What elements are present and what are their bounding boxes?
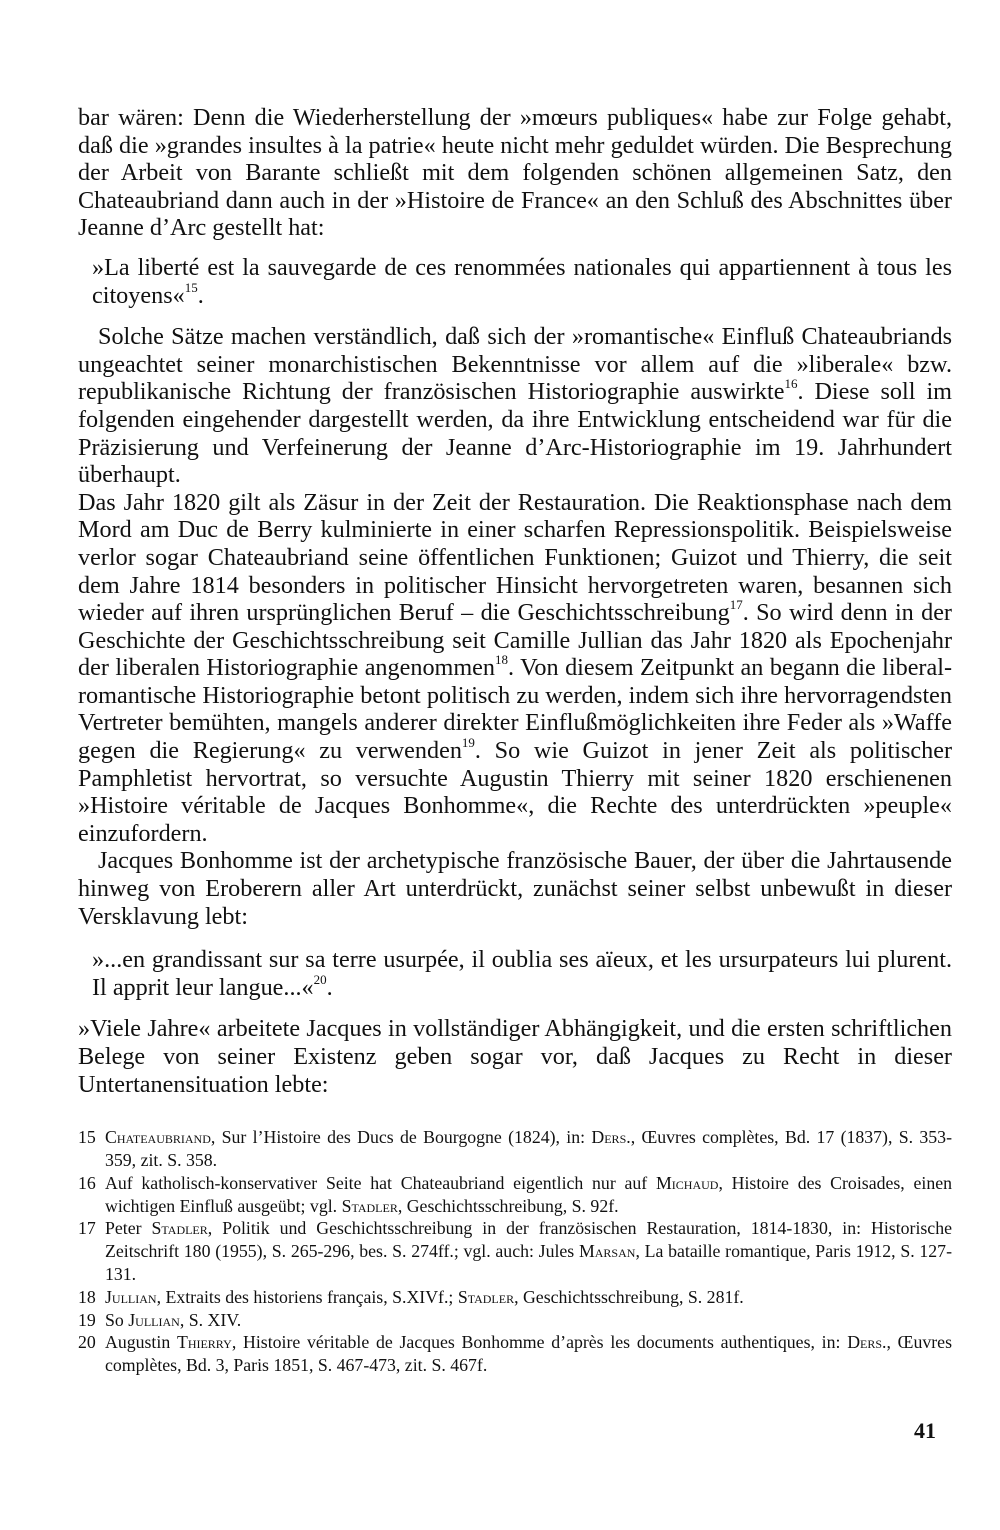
author-name: Michaud	[655, 1172, 719, 1193]
paragraph-3	[78, 489, 952, 848]
ders-abbrev: Ders.	[847, 1332, 887, 1353]
author-name: Chateaubriand	[105, 1127, 211, 1148]
footnote-ref-16: 16	[784, 376, 798, 392]
footnote-number: 20	[78, 1332, 96, 1353]
author-name: Stadler	[151, 1218, 208, 1239]
footnote-ref-19: 19	[461, 735, 475, 750]
author-name: Stadler	[457, 1286, 515, 1307]
paragraph-3-text-a: Das Jahr 1820 gilt als Zäsur in der Zeit der Restauration. Die Reaktionsphase nach dem Mord am Duc de Berry kulminierte in einer scharfen Repressionspolitik. Beispielsweise verlor sogar Chateaubriand seine öffentlichen Funktionen; Guizot und Thierry, die seit dem Jahre 1814 besonders in politischer Hinsicht hervorgetreten waren, besannen sich wieder auf ihren ursprünglichen Beruf – die Geschichtsschreibung	[78, 488, 952, 627]
page-number: 41	[914, 1418, 936, 1443]
paragraph-1	[78, 104, 952, 242]
footnote-segment: , Histoire véritable de Jacques Bonhomme d’après les documents authentiques, in:	[231, 1332, 848, 1353]
footnote-ref-17: 17	[729, 597, 743, 613]
footnote-20	[78, 1331, 952, 1377]
footnote-segment: , Extraits des historiens français, S.XIVf.;	[156, 1286, 458, 1307]
ders-abbrev: Ders.	[591, 1127, 631, 1148]
footnote-text	[105, 1172, 952, 1218]
footnote-18	[78, 1286, 952, 1309]
author-name: Jullian	[128, 1309, 180, 1330]
footnote-segment: , Geschichtsschreibung, S. 92f.	[397, 1195, 619, 1216]
block-quote-2	[92, 946, 952, 1001]
footnote-number: 15	[78, 1127, 96, 1148]
footnote-number: 16	[78, 1172, 96, 1193]
quote-1-text: »La liberté est la sauvegarde de ces renommées nationales qui appartiennent à tous les citoyens«	[92, 253, 952, 309]
footnote-17	[78, 1217, 952, 1285]
author-name: Stadler	[341, 1195, 398, 1216]
quote-2-text: »...en grandissant sur sa terre usurpée, il oublia ses aïeux, et les ursurpateurs lui plurent. Il apprit leur langue...«	[92, 946, 952, 1001]
paragraph-2-text-b: . Diese soll im folgenden eingehender dargestellt werden, da ihre Entwicklung entscheidend war für die Präzisierung und Verfeinerung der Jeanne d’Arc-Historiographie im 19. Jahrhundert überhaupt.	[78, 378, 952, 489]
paragraph-3-text-c: . Von diesem Zeitpunkt an begann die liberal-romantische Historiographie betont politisch zu werden, indem sich ihre hervorragendsten Vertreter bemühten, mangels anderer direkter Einflußmöglichkeiten ihre Feder als »Waffe gegen die Regierung« zu verwenden	[78, 654, 952, 765]
paragraph-4	[78, 847, 952, 930]
author-name: Thierry	[176, 1332, 232, 1353]
paragraph-4-text: Jacques Bonhomme ist der archetypische französische Bauer, der über die Jahrtausende hinweg von Eroberern aller Art unterdrückt, zunächst seiner selbst unbewußt in dieser Versklavung lebt:	[78, 847, 952, 930]
footnote-text	[105, 1286, 952, 1309]
author-name: Marsan	[578, 1241, 636, 1262]
footnote-segment: , Sur l’Histoire des Ducs de Bourgogne (1824), in:	[210, 1127, 592, 1148]
footnote-segment: , S. XIV.	[179, 1309, 242, 1330]
footnote-segment: , Œuvres complètes, Bd. 17 (1837), S. 353-359, zit. S. 358.	[105, 1127, 952, 1170]
author-name: Jullian	[105, 1286, 157, 1307]
footnote-segment: Augustin	[105, 1332, 177, 1353]
footnote-segment: , Œuvres complètes, Bd. 3, Paris 1851, S. 467-473, zit. S. 467f.	[105, 1332, 952, 1376]
paragraph-3-text-d: . So wie Guizot in jener Zeit als politischer Pamphletist hervortrat, so versuchte Augustin Thierry mit seiner 1820 erschienenen »Histoire véritable de Jacques Bonhomme«, die Rechte des unterdrückten »peuple« einzufordern.	[78, 737, 952, 847]
block-quote-1	[92, 254, 952, 309]
footnote-segment: , Politik und Geschichtsschreibung in der französischen Restauration, 1814-1830, in: Historische Zeitschrift 180 (1955), S. 265-296, bes. S. 274ff.; vgl. auch: Jules	[105, 1218, 952, 1262]
footnote-ref-18: 18	[495, 652, 508, 668]
quote-1-end: .	[197, 281, 204, 309]
footnote-text	[105, 1126, 952, 1172]
footnote-number: 17	[78, 1218, 96, 1239]
paragraph-2	[78, 323, 952, 489]
main-text	[78, 104, 952, 1098]
footnote-text	[105, 1217, 952, 1285]
footnote-number: 19	[78, 1309, 96, 1330]
footnote-segment: Auf katholisch-konservativer Seite hat Chateaubriand eigentlich nur auf	[105, 1172, 656, 1193]
footnote-text	[105, 1309, 952, 1332]
paragraph-3-text-b: . So wird denn in der Geschichte der Geschichtsschreibung seit Camille Jullian das Jahr 1820 als Epochenjahr der liberalen Historiographie angenommen	[78, 599, 952, 682]
footnote-segment: Peter	[105, 1218, 152, 1239]
footnote-segment: So	[105, 1309, 129, 1330]
footnote-19	[78, 1309, 952, 1332]
footnote-15	[78, 1126, 952, 1172]
paragraph-5-text: »Viele Jahre« arbeitete Jacques in vollständiger Abhängigkeit, und die ersten schriftlichen Belege von seiner Existenz geben sogar vor, daß Jacques zu Recht in dieser Untertanensituation lebte:	[78, 1015, 952, 1098]
footnote-segment: , Histoire des Croisades, einen wichtigen Einfluß ausgeübt; vgl.	[105, 1172, 952, 1216]
footnote-number: 18	[78, 1286, 96, 1307]
footnote-16	[78, 1172, 952, 1218]
footnote-segment: , La bataille romantique, Paris 1912, S. 127-131.	[105, 1241, 952, 1284]
paragraph-5	[78, 1015, 952, 1098]
quote-2-end: .	[326, 973, 333, 1001]
footnote-ref-20: 20	[313, 971, 327, 987]
footnote-text	[105, 1331, 952, 1377]
footnotes	[78, 1126, 952, 1377]
footnote-ref-15: 15	[184, 279, 198, 295]
footnote-segment: , Geschichtsschreibung, S. 281f.	[514, 1286, 744, 1307]
paragraph-1-text: bar wären: Denn die Wiederherstellung der »mœurs publiques« habe zur Folge gehabt, daß die »grandes insultes à la patrie« heute nicht mehr geduldet würden. Die Besprechung der Arbeit von Barante schließt mit dem folgenden schönen allgemeinen Satz, den Chateaubriand dann auch in der »Histoire de France« an den Schluß des Abschnittes über Jeanne d’Arc gestellt hat:	[78, 104, 952, 242]
paragraph-2-text-a: Solche Sätze machen verständlich, daß sich der »romantische« Einfluß Chateaubriands ungeachtet seiner monarchistischen Bekenntnisse vor allem auf die »liberale« bzw. republikanische Richtung der französischen Historiographie auswirkte	[78, 323, 952, 406]
